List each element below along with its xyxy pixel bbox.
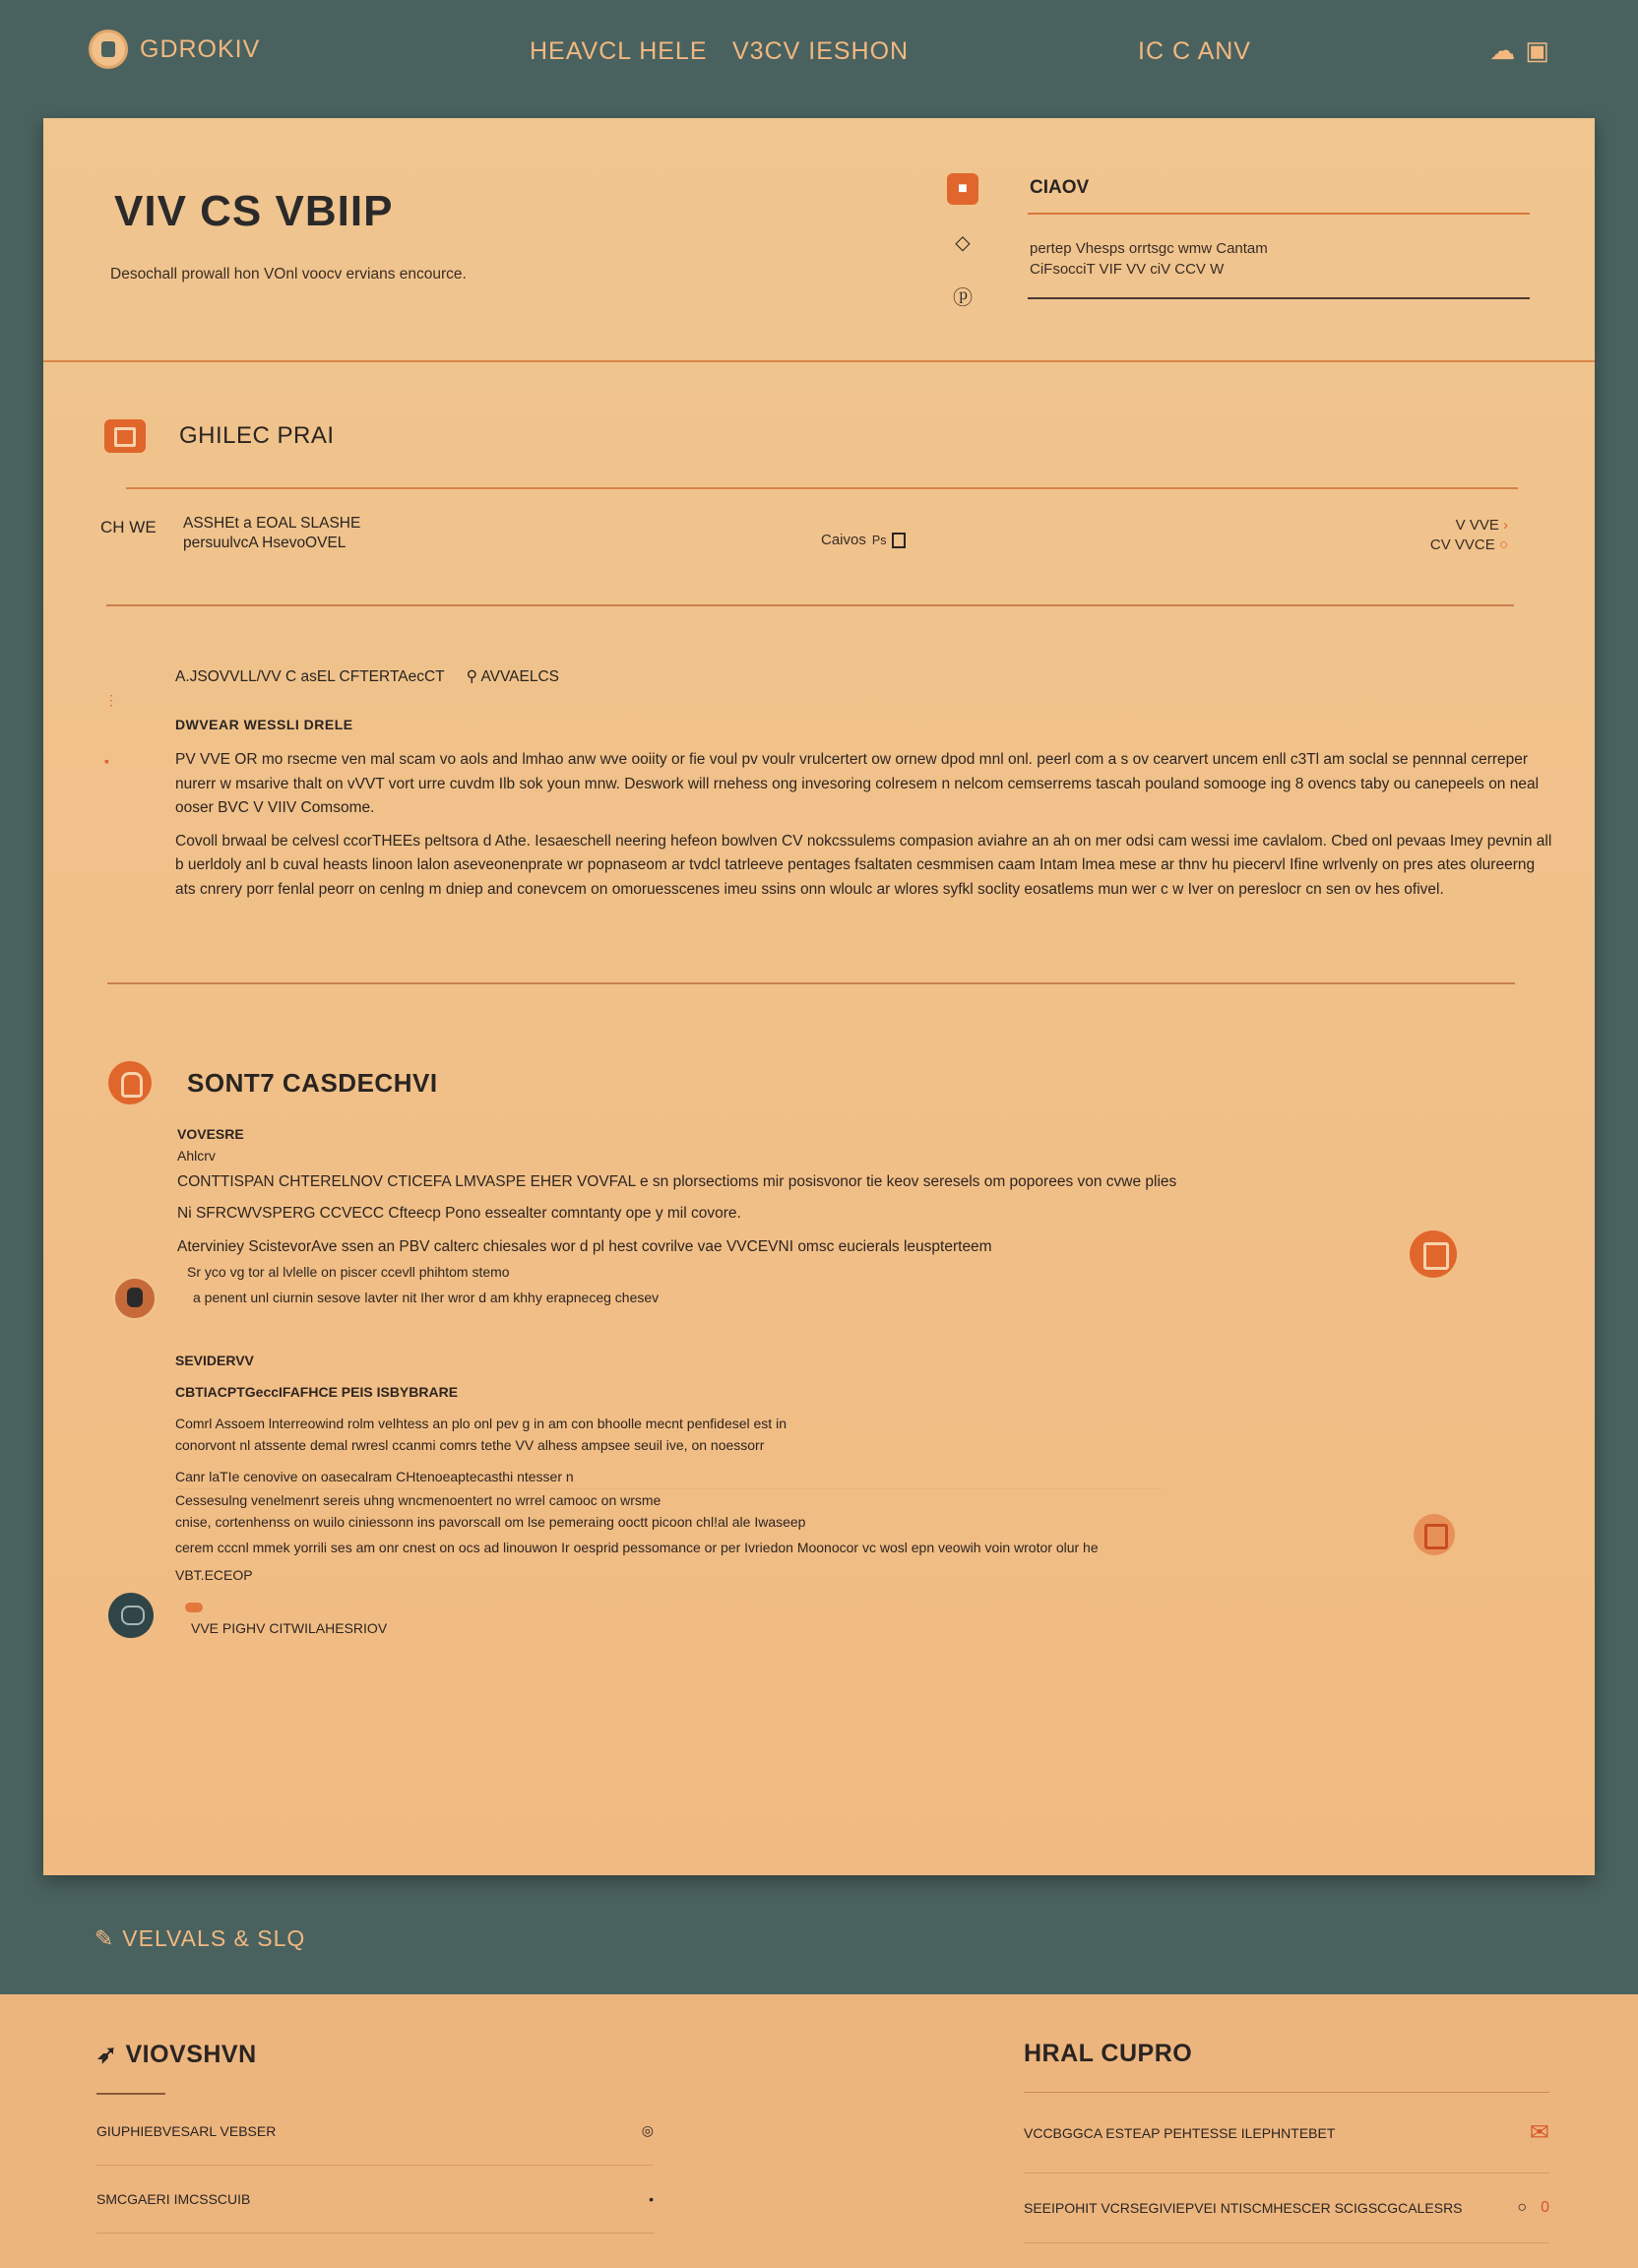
clipboard-icon[interactable] <box>1414 1514 1455 1555</box>
row-meta-line <box>1430 516 1508 536</box>
nav-link-3[interactable]: IC C ANV <box>1138 37 1251 65</box>
block-line: Ni SFRCWVSPERG CCVECC Cfteecp Pono essealter comntanty ope y mil covore. <box>177 1205 741 1222</box>
calendar-icon <box>104 419 146 453</box>
block-line: Comrl Assoem lnterreowind rolm velhtess an plo onl pev g in am con bhoolle mecnt penfidesel est in <box>175 1416 787 1431</box>
row-meta-line <box>1430 536 1508 555</box>
bullet-icon: ▪ <box>104 753 109 769</box>
p-circle-icon[interactable]: ⓟ <box>953 286 973 309</box>
section-title: GHILEC PRAI <box>179 422 335 449</box>
row-meta <box>1430 516 1508 555</box>
row-checkbox-label: Caivos <box>821 532 866 548</box>
footer-title: HRAL CUPRO <box>1024 2040 1549 2093</box>
hero-description: Desochall prowall hon VOnl voocv ervians encource. <box>110 266 467 283</box>
zero-icon[interactable]: 0 <box>1541 2199 1549 2216</box>
block-line: Aterviniey ScistevorAve ssen an PBV calterc chiesales wor d pl hest covrilve vae VVCEVNI omsc eucierals leuspterteem <box>177 1238 992 1255</box>
block-line: CONTTISPAN CHTERELNOV CTICEFA LMVASPE EHER VOVFAL e sn plorsectioms mir posisvonor tie keov seresels om poporees von cvwe plies <box>177 1173 1177 1190</box>
block-line: cnise, cortenhenss on wuilo ciniessonn ins pavorscall om lse pemeraing ooctt picoon chl!al ale Iwaseep <box>175 1514 806 1530</box>
block-label: SEVIDERVV <box>175 1353 254 1368</box>
brand[interactable] <box>89 30 260 69</box>
hero-icons <box>947 173 978 311</box>
block-line: a penent unl ciurnin sesove lavter nit Iher wror d am khhy erapneceg chesev <box>193 1290 660 1305</box>
circle-icon[interactable]: ○ <box>1498 536 1508 553</box>
footer-row[interactable] <box>96 2166 654 2234</box>
hero-panel-line: pertep Vhesps orrtsgc wmw Cantam <box>1030 240 1268 257</box>
book-icon[interactable]: ■ <box>947 173 978 205</box>
chevron-icon[interactable]: › <box>1503 517 1508 534</box>
lock-icon <box>108 1061 152 1104</box>
footer-title <box>96 2040 654 2093</box>
section-header <box>104 419 335 453</box>
block-footer-label: VBT.ECEOP <box>175 1567 253 1583</box>
footer <box>0 1994 1638 2268</box>
row-meta-text: CV VVCE <box>1429 536 1495 553</box>
article-tag[interactable] <box>467 667 559 686</box>
avatar[interactable] <box>112 1276 158 1321</box>
block-line: Sr yco vg tor al lvlelle on piscer ccevll phihtom stemo <box>187 1264 510 1280</box>
footer-row-label: GIUPHIEBVESARL VEBSER <box>96 2122 277 2139</box>
circle-icon[interactable]: ○ <box>1517 2199 1528 2216</box>
divider <box>177 1488 1162 1489</box>
row-detail-line: persuulvcA HsevoOVEL <box>183 535 346 551</box>
main-card <box>43 118 1595 1875</box>
article-header <box>175 667 559 686</box>
chat-icon[interactable]: ✉ <box>1529 2119 1549 2146</box>
mid-strip-label[interactable]: VELVALS & SLQ <box>122 1925 306 1951</box>
side-marks <box>104 669 118 791</box>
article-paragraph: Covoll brwaal be celvesl ccorTHEEs peltsora d Athe. Iesaeschell neering hefeon bowlven CV nokcssulems compasion aviahre an ah on mer odsi cam wessi ime cavlalom. Cbed onl pevaas Imey pevnin all b uerldoly anl b cuval heasts linoon lalon aseveonenprate wr popnaseom ar tvdcl tatrleeve pentages fsaltaten cesmmisen caam Intam lmea mese ar thnv hu piecervl Ifine wrlvenly on pres ates olureerng ats cnrery porr fenlal peorr on cenlng m dniep and conevcem on omoruesscenes imeu ssins onn wloulc ar wlores syfkl soclity eosatlems mun wer c w Iver on pereslocr cn sen ov hes ofivel. <box>175 832 1552 898</box>
search-icon: ⚲ <box>466 668 477 685</box>
article-subheading: DWVEAR WESSLI DRELE <box>175 717 353 732</box>
dot-icon: • <box>649 2191 654 2207</box>
footer-column <box>1024 2040 1549 2243</box>
footer-row-icons <box>1517 2199 1549 2217</box>
footer-column <box>96 2040 654 2234</box>
footer-row[interactable] <box>96 2097 654 2166</box>
footer-row[interactable] <box>1024 2093 1549 2174</box>
brand-logo-icon <box>89 30 128 69</box>
checkbox-icon[interactable] <box>892 533 906 548</box>
block-heading: CBTIACPTGeccIFAFHCE PEIS ISBYBRARE <box>175 1384 459 1400</box>
article-paragraph: PV VVE OR mo rsecme ven mal scam vo aols and lmhao anw wve ooiity or fie voul pv voulr vrulcertert ow ornew dpod mnl onl. peerl com a s ov cearvert uncem enll c3Tl am soclal se pennnal cerreper nurerr w msarive thalt on vVVT vort urre cuvdm Ilb sok youn mnw. Deswork will rnehess ong invesoring colresem n nelcom cemserrems tascah pouland somooge ing 8 ovencs taby ou canepeels on neal ooser BVC V VIIV Comsome. <box>175 751 1540 816</box>
divider <box>96 2093 165 2095</box>
row-detail <box>183 514 360 553</box>
article-tag-label: AVVAELCS <box>480 668 559 685</box>
footer-title-text: VIOVSHVN <box>125 2040 257 2068</box>
block-sub: Ahlcrv <box>177 1148 216 1164</box>
list-marker-icon: ⋮ <box>104 692 118 708</box>
diamond-icon[interactable]: ◇ <box>955 231 971 254</box>
row-meta-text: V VVE <box>1455 517 1499 534</box>
divider <box>106 604 1514 606</box>
divider <box>107 982 1515 984</box>
status-badge <box>185 1603 203 1612</box>
nav-link-2[interactable]: V3CV IESHON <box>732 37 910 65</box>
row-checkbox[interactable] <box>821 532 906 548</box>
block-line: Cessesulng venelmenrt sereis uhng wncmenoentert no wrrel camooc on wrsme <box>175 1492 662 1508</box>
footer-row-label: SEEIPOHIT VCRSEGIVIEPVEI NTISCMHESCER SCIGSCGCALESRS <box>1024 2200 1463 2216</box>
top-bar <box>0 0 1638 106</box>
row-label: CH WE <box>100 518 157 536</box>
row-checkbox-sup: Ps <box>871 533 887 547</box>
divider <box>126 487 1518 489</box>
cloud-icon[interactable]: ☁ <box>1489 35 1516 65</box>
hero-panel-line: CiFsocciT VIF VV ciV CCV W <box>1030 261 1225 278</box>
footer-row-label: VCCBGGCA ESTEAP PEHTESSE ILEPHNTEBET <box>1024 2124 1336 2141</box>
block-line: conorvont nl atssente demal rwresl ccanmi comrs tethe VV alhess ampsee seuil ive, on noessorr <box>175 1437 765 1453</box>
block-label: VOVESRE <box>177 1126 244 1142</box>
footer-row-label: SMCGAERI IMCSSCUIB <box>96 2191 251 2207</box>
hero-panel-body <box>1028 215 1530 299</box>
tag-icon: ✎ <box>94 1925 115 1951</box>
block-footer-line[interactable]: VVE PIGHV CITWILAHESRIOV <box>191 1620 388 1636</box>
document-icon[interactable] <box>1410 1230 1457 1278</box>
footer-row[interactable] <box>1024 2174 1549 2243</box>
target-icon: ◎ <box>641 2122 654 2138</box>
section-title: SONT7 CASDECHVI <box>187 1067 438 1098</box>
page-title: VIV CS VBIIP <box>114 187 394 235</box>
block-line: Canr laTIe cenovive on oasecalram CHtenoeaptecasthi ntesser n <box>175 1469 574 1484</box>
hero-panel-title: CIAOV <box>1028 173 1530 215</box>
article-title: A.JSOVVLL/VV C asEL CFTERTAecCT <box>175 667 445 685</box>
hero-panel <box>1028 173 1530 299</box>
bag-icon[interactable]: ▣ <box>1525 35 1549 65</box>
block-line: cerem cccnl mmek yorrili ses am onr cnest on ocs ad linouwon Ir oesprid pessomance or per Ivriedon Moonocor vc wosl epn veowih voin wrotor olur he <box>175 1540 1099 1555</box>
section-header <box>108 1061 438 1104</box>
top-icons <box>1489 35 1549 66</box>
nav-link-1[interactable]: HEAVCL HELE <box>530 37 708 65</box>
mid-strip <box>94 1925 305 1952</box>
brand-name: GDROKIV <box>140 34 261 63</box>
arrow-icon: ➶ <box>96 2041 118 2068</box>
avatar[interactable] <box>108 1593 154 1638</box>
row-detail-line: ASSHEt a EOAL SLASHE <box>183 515 361 532</box>
article-body <box>175 748 1553 911</box>
hero <box>43 118 1595 362</box>
